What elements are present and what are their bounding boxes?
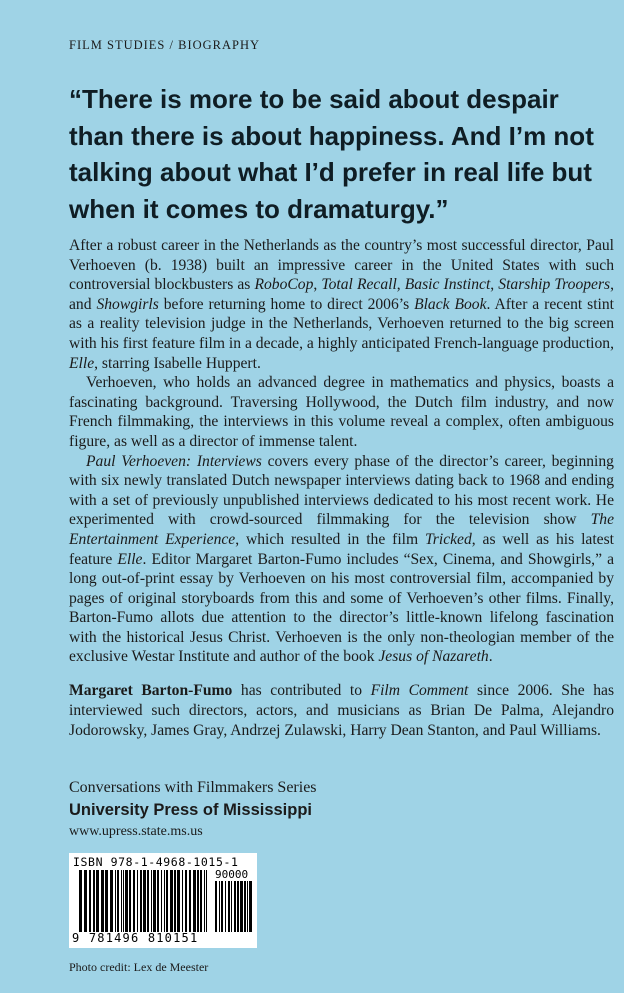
publisher-name: University Press of Mississippi	[69, 801, 313, 819]
editor-bio: Margaret Barton-Fumo has contributed to Film Comment since 2006. She has interviewed such directors, actors, and musicians as Brian De Palma, Alejandro Jodorowsky, James Gray, Andrzej Zulawski, Harry Dean Stanton, and Paul Williams.	[69, 682, 615, 739]
pull-quote: “There is more to be said about despair than there is about happiness. And I’m not talking about what I’d prefer in real life but when it comes to dramaturgy.”	[69, 84, 594, 224]
category-label: FILM STUDIES / BIOGRAPHY	[69, 38, 261, 52]
description-paragraph-2: Verhoeven, who holds an advanced degree in mathematics and physics, boasts a fascinating background. Traversing Hollywood, the Dutch film industry, and now French filmmaking, the interviews in this volume reveal a complex, often ambiguous figure, as well as a director of immense talent.	[69, 374, 614, 450]
ean-number: 9 781496 810151	[72, 931, 199, 945]
photo-credit: Photo credit: Lex de Meester	[69, 960, 209, 974]
description-paragraph-1: After a robust career in the Netherlands as the country’s most successful director, Paul Verhoeven (b. 1938) built an impressive career in the United States with such controversial blockbusters as RoboCop, Total Recall, Basic Instinct, Starship Troopers, and Showgirls before returning home to direct 2006’s Black Book. After a recent stint as a reality television judge in the Netherlands, Verhoeven returned to the big screen with his first feature film in a decade, a highly anticipated French-language production, Elle, starring Isabelle Huppert.	[69, 237, 615, 372]
series-name: Conversations with Filmmakers Series	[69, 779, 317, 796]
publisher-url: www.upress.state.ms.us	[69, 824, 203, 839]
barcode	[69, 853, 257, 948]
description-paragraph-3: Paul Verhoeven: Interviews covers every phase of the director’s career, beginning with six newly translated Dutch newspaper interviews dating back to 1968 and ending with a set of previously unpublished interviews dedicated to his most recent work. He experimented with crowd-sourced filmmaking for the television show The Entertainment Experience, which resulted in the film Tricked, as well as his latest feature Elle. Editor Margaret Barton-Fumo includes “Sex, Cinema, and Showgirls,” a long out-of-print essay by Verhoeven on his most controversial film, accompanied by pages of original storyboards from this and some of Verhoeven’s other films. Finally, Barton-Fumo allots due attention to the director’s little-known lifelong fascination with the historical Jesus Christ. Verhoeven is the only non-theologian member of the exclusive Westar Institute and author of the book Jesus of Nazareth.	[69, 452, 614, 666]
isbn-label: ISBN 978-1-4968-1015-1	[73, 855, 239, 869]
book-description	[69, 236, 614, 667]
price-addon-number: 90000	[215, 868, 249, 881]
